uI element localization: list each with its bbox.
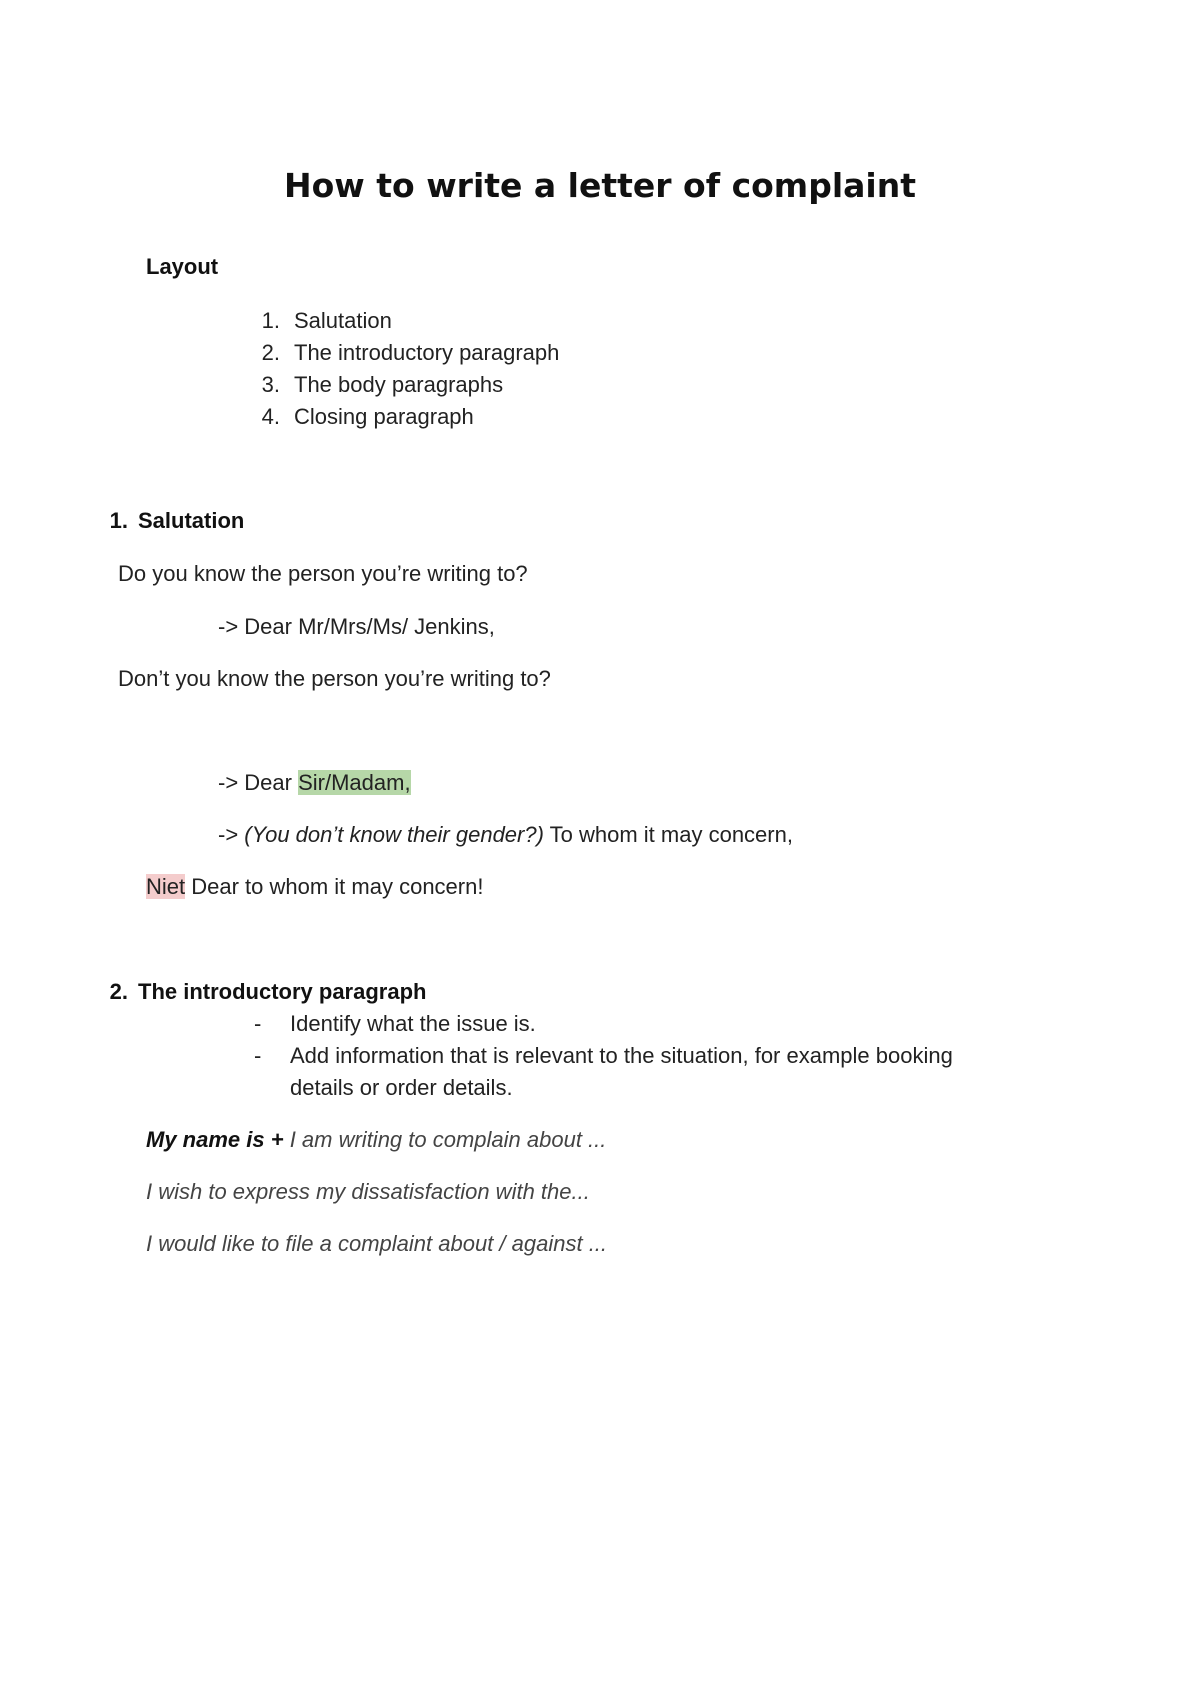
section-title: The introductory paragraph <box>138 979 427 1004</box>
example-prefix: -> <box>218 822 245 847</box>
intro-bullet <box>254 1041 953 1071</box>
list-number: 4. <box>261 404 280 429</box>
salutation-example-sir-madam <box>218 768 411 798</box>
section-heading-salutation <box>100 506 244 536</box>
salutation-warning <box>146 872 483 902</box>
bullet-dash: - <box>254 1043 262 1068</box>
layout-list-item <box>244 370 503 400</box>
bullet-text: Identify what the issue is. <box>290 1011 536 1036</box>
phrase-bold: My name is + <box>146 1127 284 1152</box>
layout-list-item <box>244 306 392 336</box>
highlight-green: Sir/Madam, <box>298 770 411 795</box>
list-text: Salutation <box>294 308 392 333</box>
list-text: Closing paragraph <box>294 404 474 429</box>
document-title: How to write a letter of complaint <box>284 166 916 205</box>
intro-bullet-continuation: details or order details. <box>290 1075 513 1100</box>
bullet-text: Add information that is relevant to the situation, for example booking <box>290 1043 953 1068</box>
list-number: 2. <box>261 340 280 365</box>
phrase-rest: I am writing to complain about ... <box>283 1127 607 1152</box>
list-number: 3. <box>261 372 280 397</box>
salutation-example-whom <box>218 820 793 850</box>
intro-bullet <box>254 1009 536 1039</box>
list-text: The body paragraphs <box>294 372 504 397</box>
intro-phrase <box>146 1125 606 1155</box>
layout-heading: Layout <box>146 254 219 279</box>
section-title: Salutation <box>138 508 245 533</box>
warning-rest: Dear to whom it may concern! <box>185 874 484 899</box>
bullet-dash: - <box>254 1011 262 1036</box>
layout-list-item <box>244 402 474 432</box>
example-prefix: -> Dear <box>218 770 299 795</box>
example-rest: To whom it may concern, <box>543 822 793 847</box>
salutation-question-unknown: Don’t you know the person you’re writing to? <box>118 666 551 691</box>
salutation-question-known: Do you know the person you’re writing to? <box>118 561 528 586</box>
section-number: 2. <box>109 979 128 1004</box>
section-number: 1. <box>109 508 128 533</box>
list-text: The introductory paragraph <box>294 340 560 365</box>
example-note: (You don’t know their gender?) <box>244 822 544 847</box>
salutation-example-known: -> Dear Mr/Mrs/Ms/ Jenkins, <box>218 614 495 639</box>
intro-phrase: I wish to express my dissatisfaction with the... <box>146 1179 590 1204</box>
section-heading-introduction <box>100 977 426 1007</box>
list-number: 1. <box>261 308 280 333</box>
intro-phrase: I would like to file a complaint about / against ... <box>146 1231 608 1256</box>
layout-list-item <box>244 338 559 368</box>
highlight-red: Niet <box>146 874 186 899</box>
